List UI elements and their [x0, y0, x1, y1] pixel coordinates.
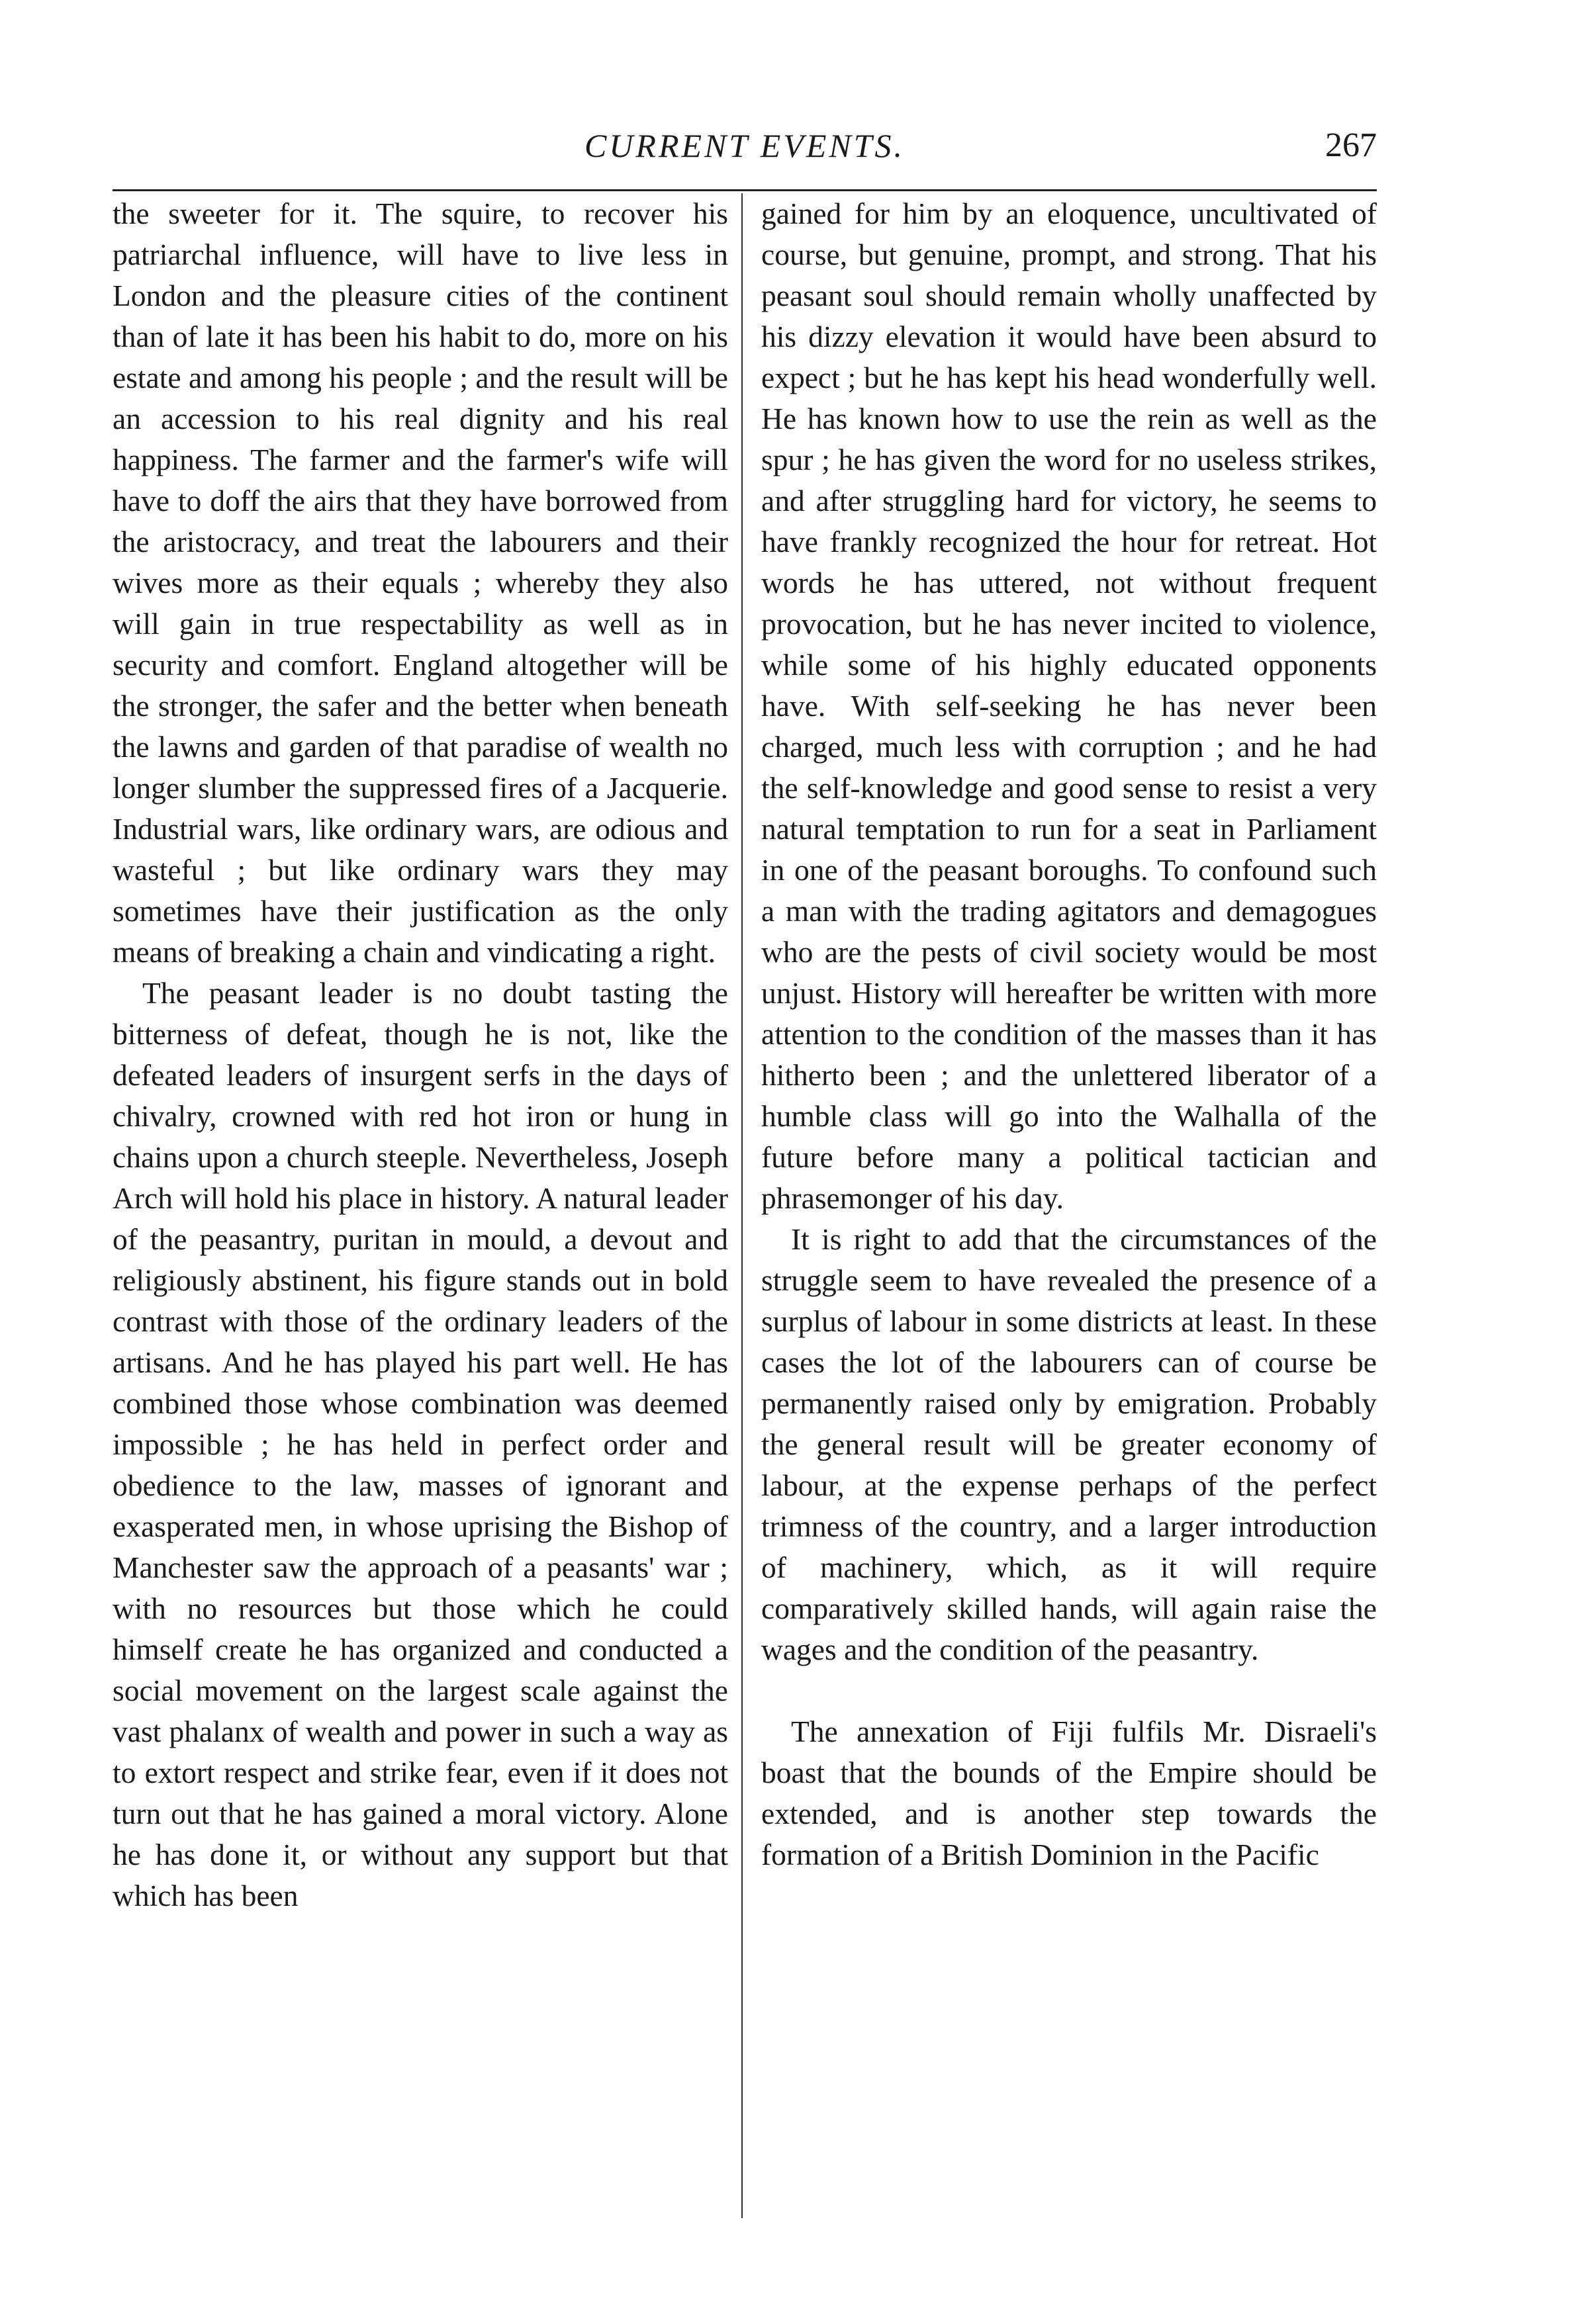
running-title: CURRENT EVENTS.	[584, 127, 906, 164]
paragraph: The peasant leader is no doubt tasting the bitterness of defeat, though he is not, like the defeated leaders of insurgent serfs in the days of chivalry, crowned with red hot iron or hung in chains upon a church steeple. Nevertheless, Joseph Arch will hold his place in history. A natural leader of the peasantry, puritan in mould, a devout and religiously abstinent, his figure stands out in bold contrast with those of the ordinary leaders of the artisans. And he has played his part well. He has combined those whose combination was deemed impossible ; he has held in perfect order and obedience to the law, masses of ignorant and exasperated men, in whose uprising the Bishop of Manchester saw the approach of a peasants' war ; with no resources but those which he could himself create he has organized and conducted a social movement on the largest scale against the vast phalanx of wealth and power in such a way as to extort respect and strike fear, even if it does not turn out that he has gained a moral victory. Alone he has done it, or without any support but that which has been	[113, 976, 728, 1912]
paragraph: gained for him by an eloquence, uncultivated of course, but genuine, prompt, and strong. That his peasant soul should remain wholly unaffected by his dizzy elevation it would have been absurd to expect ; but he has kept his head wonderfully well. He has known how to use the rein as well as the spur ; he has given the word for no useless strikes, and after struggling hard for victory, he seems to have frankly recognized the hour for retreat. Hot words he has uttered, not without frequent provocation, but he has never incited to violence, while some of his highly educated opponents have. With self-seeking he has never been charged, much less with corruption ; and he had the self-knowledge and good sense to resist a very natural temptation to run for a seat in Parliament in one of the peasant boroughs. To confound such a man with the trading agitators and demagogues who are the pests of civil society would be most unjust. History will hereafter be written with more attention to the condition of the masses than it has hitherto been ; and the unlettered liberator of a humble class will go into the Walhalla of the future before many a political tactician and phrasemonger of his day.	[761, 197, 1377, 1215]
running-head	[113, 119, 1377, 172]
paragraph: It is right to add that the circumstances of the struggle seem to have revealed the presence of a surplus of labour in some districts at least. In these cases the lot of the labourers can of course be permanently raised only by emigration. Probably the general result will be greater economy of labour, at the expense perhaps of the perfect trimness of the country, and a larger introduction of machinery, which, as it will require comparatively skilled hands, will again raise the wages and the condition of the peasantry.	[761, 1222, 1377, 1666]
left-column	[113, 193, 728, 1916]
paragraph: the sweeter for it. The squire, to recover his patriarchal influence, will have to live less in London and the pleasure cities of the continent than of late it has been his habit to do, more on his estate and among his people ; and the result will be an accession to his real dignity and his real happiness. The farmer and the farmer's wife will have to doff the airs that they have borrowed from the aristocracy, and treat the labourers and their wives more as their equals ; whereby they also will gain in true respectability as well as in security and comfort. England altogether will be the stronger, the safer and the better when beneath the lawns and garden of that paradise of wealth no longer slumber the suppressed fires of a Jacquerie. Industrial wars, like ordinary wars, are odious and wasteful ; but like ordinary wars they may sometimes have their justification as the only means of breaking a chain and vindicating a right.	[113, 197, 728, 969]
paragraph: The annexation of Fiji fulfils Mr. Disraeli's boast that the bounds of the Empire should be extended, and is another step towards the formation of a British Dominion in the Pacific	[761, 1715, 1377, 1871]
column-divider	[741, 193, 743, 2218]
header-rule	[113, 189, 1377, 191]
right-column	[761, 193, 1377, 1875]
page-number: 267	[1325, 126, 1377, 164]
